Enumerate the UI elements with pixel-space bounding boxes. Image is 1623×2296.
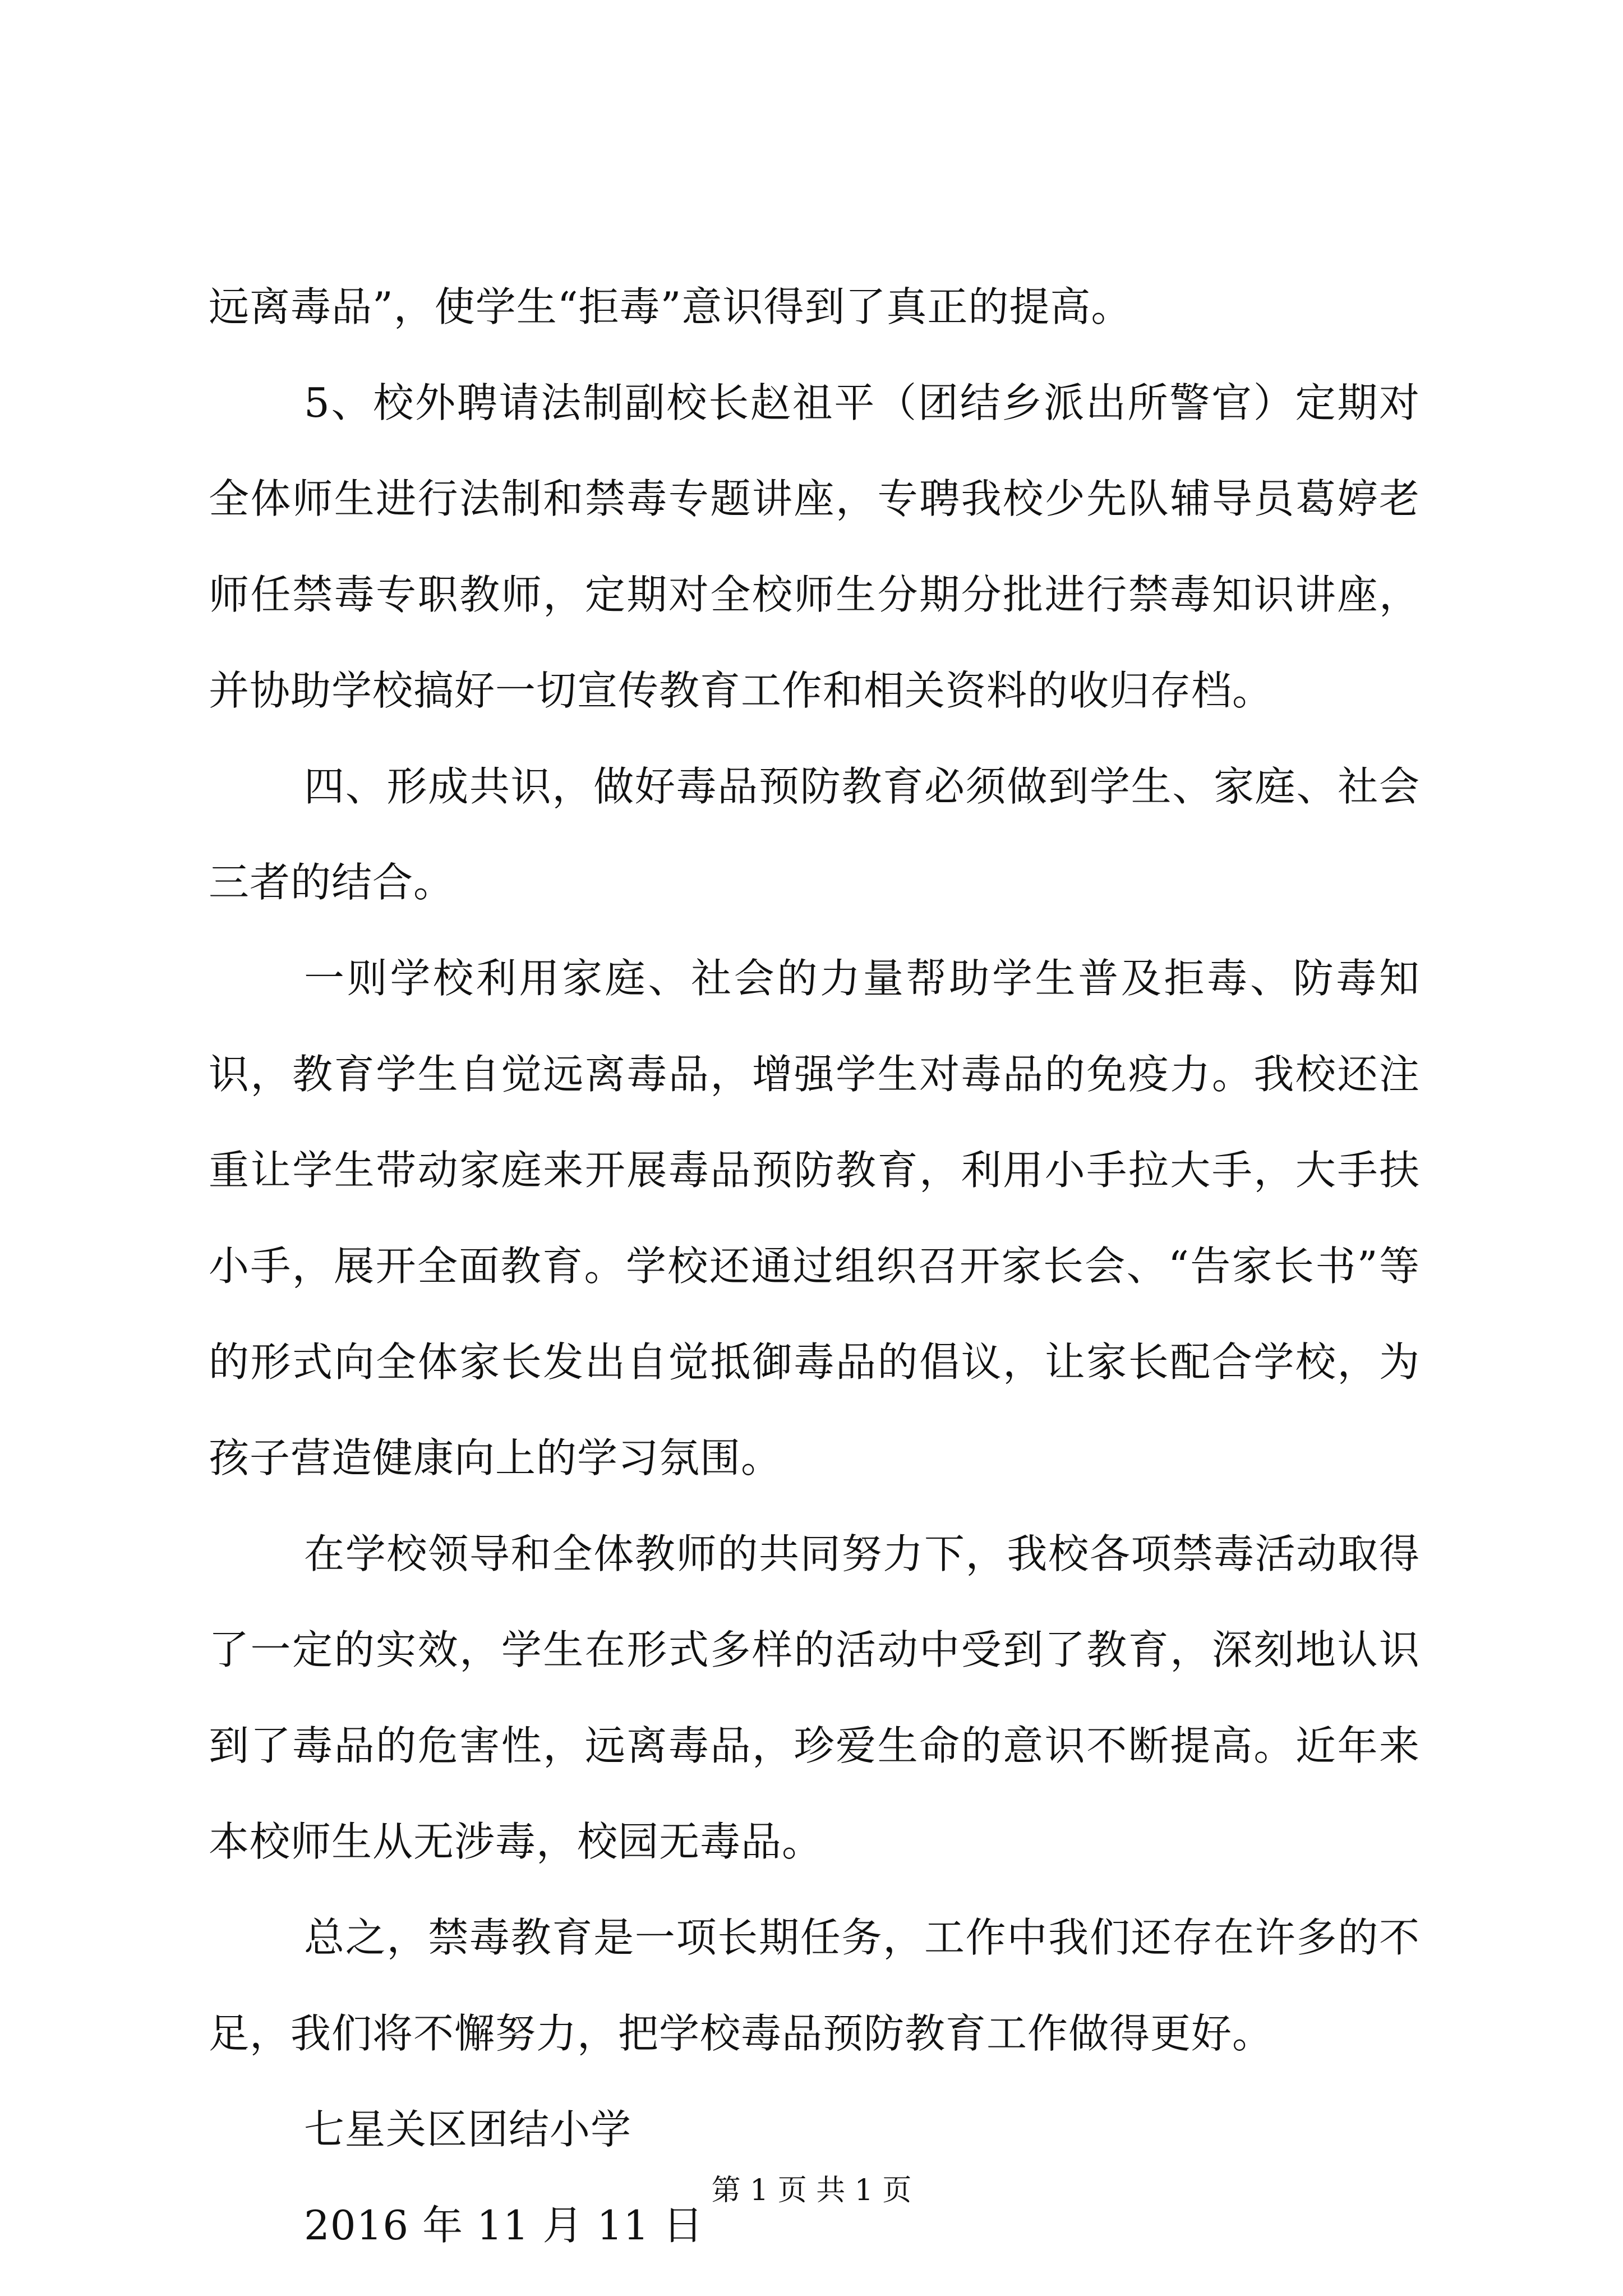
paragraph-continuation: 远离毒品”，使学生“拒毒”意识得到了真正的提高。 [209,283,1132,330]
paragraph-results: 在学校领导和全体教师的共同努力下，我校各项禁毒活动取得了一定的实效，学生在形式多样的活动中受到了教育，深刻地认识到了毒品的危害性，远离毒品，珍爱生命的意识不断提高。近年来本校师生从无涉毒，校园无毒品。 [209,1530,1420,1865]
paragraph-conclusion: 总之，禁毒教育是一项长期任务，工作中我们还存在许多的不足，我们将不懈努力，把学校毒品预防教育工作做得更好。 [209,1914,1420,2057]
page-footer [0,2171,1623,2210]
signature-date: 2016 年 11 月 11 日 [304,2202,704,2249]
section-heading-4: 四、形成共识，做好毒品预防教育必须做到学生、家庭、社会三者的结合。 [209,763,1420,906]
paragraph-item-5: 5、校外聘请法制副校长赵祖平（团结乡派出所警官）定期对全体师生进行法制和禁毒专题讲座，专聘我校少先队辅导员葛婷老师任禁毒专职教师，定期对全校师生分期分批进行禁毒知识讲座，并协助学校搞好一切宣传教育工作和相关资料的收归存档。 [209,379,1420,714]
paragraph-family-society: 一则学校利用家庭、社会的力量帮助学生普及拒毒、防毒知识，教育学生自觉远离毒品，增强学生对毒品的免疫力。我校还注重让学生带动家庭来开展毒品预防教育，利用小手拉大手，大手扶小手，展开全面教育。学校还通过组织召开家长会、“告家长书”等的形式向全体家长发出自觉抵御毒品的倡议，让家长配合学校，为孩子营造健康向上的学习氛围。 [209,955,1420,1481]
document-body [209,259,1420,2274]
page-number-label: 第 1 页 共 1 页 [711,2174,912,2207]
signature-organization: 七星关区团结小学 [304,2106,632,2153]
